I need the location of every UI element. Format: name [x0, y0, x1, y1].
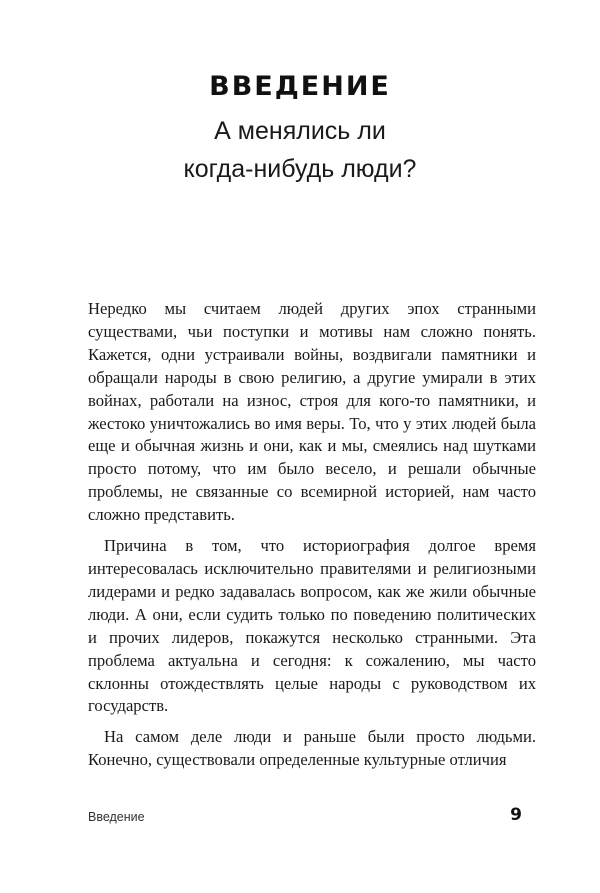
paragraph-3: На самом деле люди и раньше были просто людьми. Конечно, существовали определенные культурные отличия [88, 727, 536, 770]
chapter-title-line-1: А менялись ли [214, 117, 386, 145]
chapter-title-line-2: когда-нибудь люди? [183, 155, 417, 183]
running-footer-section: Введение [88, 810, 145, 824]
paragraph-2: Причина в том, что историография долгое время интересовалась исключительно правителями и религиозными лидерами и редко задавалась вопросом, как же жили обычные люди. А они, если судить только по поведению политических и прочих лидеров, покажутся несколько странными. Эта проблема актуальна и сегодня: к сожалению, мы часто склонны отождествлять целые народы с руководством их государств. [88, 536, 536, 716]
chapter-title [0, 112, 600, 188]
chapter-heading [0, 70, 600, 188]
body-text [88, 298, 536, 772]
page-number: 9 [510, 805, 522, 825]
chapter-label: ВВЕДЕНИЕ [209, 71, 391, 102]
paragraph-1: Нередко мы считаем людей других эпох странными существами, чьи поступки и мотивы нам сложно понять. Кажется, одни устраивали войны, воздвигали памятники и обращали народы в свою религию, а другие умирали в этих войнах, работали на износ, строя для кого-то памятники, и жестоко уничтожались во имя веры. То, что у этих людей была еще и обычная жизнь и они, как и мы, смеялись над шутками просто потому, что им было весело, и решали обычные проблемы, не связанные со всемирной историей, нам часто сложно представить. [88, 299, 536, 525]
